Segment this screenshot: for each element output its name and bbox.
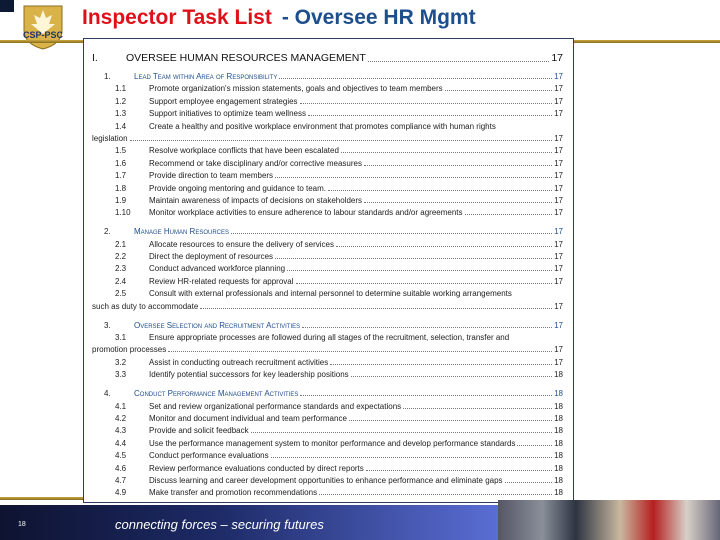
toc-text: Monitor workplace activities to ensure adherence to labour standards and/or agreements <box>149 208 463 218</box>
toc-entry[interactable] <box>92 298 563 310</box>
toc-entry[interactable] <box>92 222 563 236</box>
toc-entry[interactable] <box>92 473 563 485</box>
toc-page: 18 <box>554 451 563 461</box>
toc-entry[interactable] <box>92 168 563 180</box>
dot-leader <box>366 470 552 471</box>
dot-leader <box>403 408 552 409</box>
svg-text:CSP-PSC: CSP-PSC <box>22 30 64 40</box>
toc-page: 17 <box>554 183 563 193</box>
toc-text: Create a healthy and positive workplace environment that promotes compliance with human rights <box>149 121 496 131</box>
toc-entry[interactable] <box>92 118 563 130</box>
toc-text: Manage Human Resources <box>134 227 230 237</box>
toc-text: Monitor and document individual and team performance <box>149 413 347 423</box>
toc-entry[interactable] <box>92 316 563 330</box>
toc-entry[interactable] <box>92 448 563 460</box>
title-sub: - Oversee HR Mgmt <box>281 6 476 29</box>
toc-entry[interactable] <box>92 205 563 217</box>
toc-page: 17 <box>554 252 563 262</box>
dot-leader <box>319 494 552 495</box>
dot-leader <box>349 420 552 421</box>
toc-text-continued: legislation <box>92 133 128 143</box>
toc-entry[interactable] <box>92 193 563 205</box>
toc-page: 18 <box>554 426 563 436</box>
toc-page: 17 <box>554 357 563 367</box>
toc-number: 1.8 <box>115 183 127 193</box>
dot-leader <box>300 103 553 104</box>
toc-number: 3.1 <box>115 333 127 343</box>
toc-page: 17 <box>554 158 563 168</box>
dot-leader <box>445 90 552 91</box>
toc-entry[interactable] <box>92 155 563 167</box>
toc-number: I. <box>92 52 98 64</box>
toc-page: 18 <box>554 401 563 411</box>
toc-entry[interactable] <box>92 261 563 273</box>
title-main: Inspector Task List <box>82 6 272 29</box>
toc-number: 1.3 <box>115 109 127 119</box>
toc-entry[interactable] <box>92 423 563 435</box>
toc-text: Direct the deployment of resources <box>149 252 274 262</box>
toc-page: 18 <box>554 389 563 399</box>
toc-number: 1.2 <box>115 96 127 106</box>
toc-text: Conduct advanced workforce planning <box>149 264 286 274</box>
toc-number: 2.4 <box>115 276 127 286</box>
toc-number: 3.3 <box>115 370 127 380</box>
toc-entry[interactable] <box>92 93 563 105</box>
toc-number: 1.5 <box>115 146 127 156</box>
toc-page: 18 <box>554 370 563 380</box>
toc-page: 17 <box>554 301 563 311</box>
toc-text: Support initiatives to optimize team wellness <box>149 109 306 119</box>
toc-entry[interactable] <box>92 236 563 248</box>
toc-text: Identify potential successors for key leadership positions <box>149 370 349 380</box>
toc-page: 17 <box>554 208 563 218</box>
toc-entry[interactable] <box>92 398 563 410</box>
dot-leader <box>275 177 552 178</box>
toc-number: 1. <box>104 72 111 81</box>
dot-leader <box>275 258 552 259</box>
dot-leader <box>336 246 552 247</box>
dot-leader <box>168 351 552 352</box>
toc-entry[interactable] <box>92 131 563 143</box>
toc-document <box>83 38 574 503</box>
toc-text: Resolve workplace conflicts that have been escalated <box>149 146 339 156</box>
toc-text: Recommend or take disciplinary and/or corrective measures <box>149 158 362 168</box>
dot-leader <box>465 214 553 215</box>
toc-number: 1.10 <box>115 208 131 218</box>
toc-text: Provide and solicit feedback <box>149 426 249 436</box>
toc-entry[interactable] <box>92 286 563 298</box>
dot-leader <box>231 233 552 234</box>
dot-leader <box>368 61 550 62</box>
toc-entry[interactable] <box>92 249 563 261</box>
toc-number: 4.3 <box>115 426 127 436</box>
dot-leader <box>341 152 552 153</box>
toc-entry[interactable] <box>92 273 563 285</box>
toc-text: Ensure appropriate processes are followed during all stages of the recruitment, selection, transfer and <box>149 333 510 343</box>
toc-text: Conduct performance evaluations <box>149 451 269 461</box>
toc-number: 2.3 <box>115 264 127 274</box>
toc-number: 3. <box>104 320 111 330</box>
toc-text: Provide direction to team members <box>149 171 274 181</box>
toc-text: OVERSEE HUMAN RESOURCES MANAGEMENT <box>126 52 366 64</box>
toc-entry[interactable] <box>92 143 563 155</box>
toc-number: 4.7 <box>115 475 127 485</box>
footer-slogan: connecting forces – securing futures <box>115 517 324 532</box>
toc-text: Review performance evaluations conducted by direct reports <box>149 463 364 473</box>
toc-number: 4.5 <box>115 451 127 461</box>
dot-leader <box>300 395 552 396</box>
gold-rule-bottom-left <box>0 497 83 500</box>
toc-page: 18 <box>554 438 563 448</box>
toc-number: 4.6 <box>115 463 127 473</box>
toc-text: Discuss learning and career development opportunities to enhance performance and eliminate gaps <box>149 475 503 485</box>
toc-number: 1.4 <box>115 121 127 131</box>
toc-page: 17 <box>554 96 563 106</box>
toc-number: 1.7 <box>115 171 127 181</box>
toc-entry[interactable] <box>92 180 563 192</box>
toc-page: 17 <box>554 146 563 156</box>
footer-photo-collage <box>498 500 720 540</box>
toc-page: 17 <box>554 227 563 237</box>
dot-leader <box>308 115 552 116</box>
toc-page: 17 <box>554 133 563 143</box>
toc-page: 17 <box>554 72 563 81</box>
toc-text: Set and review organizational performance standards and expectations <box>149 401 402 411</box>
toc-text: Allocate resources to ensure the delivery of services <box>149 239 334 249</box>
dot-leader <box>330 364 552 365</box>
toc-page: 17 <box>554 264 563 274</box>
dot-leader <box>328 190 552 191</box>
toc-entry[interactable] <box>92 342 563 354</box>
toc-entry[interactable] <box>92 106 563 118</box>
top-corner-bar <box>0 0 14 12</box>
toc-number: 4.1 <box>115 401 127 411</box>
toc-page: 18 <box>554 463 563 473</box>
dot-leader <box>287 270 552 271</box>
toc-number: 2.2 <box>115 252 127 262</box>
toc-entry[interactable] <box>92 47 563 64</box>
dot-leader <box>302 327 552 328</box>
dot-leader <box>364 202 552 203</box>
toc-page: 18 <box>554 488 563 498</box>
toc-text-continued: such as duty to accommodate <box>92 301 199 311</box>
toc-text: Use the performance management system to monitor performance and develop performance standards <box>149 438 516 448</box>
toc-page: 17 <box>554 84 563 94</box>
toc-entry[interactable] <box>92 330 563 342</box>
toc-page: 18 <box>554 475 563 485</box>
toc-page: 17 <box>554 345 563 355</box>
toc-text: Support employee engagement strategies <box>149 96 298 106</box>
dot-leader <box>505 482 553 483</box>
toc-number: 4.9 <box>115 488 127 498</box>
toc-number: 2. <box>104 227 111 237</box>
toc-entry[interactable] <box>92 460 563 472</box>
toc-page: 17 <box>554 276 563 286</box>
gold-rule-left <box>0 40 83 43</box>
toc-entry[interactable] <box>92 384 563 398</box>
toc-page: 17 <box>554 195 563 205</box>
toc-number: 4.2 <box>115 413 127 423</box>
dot-leader <box>279 78 552 79</box>
slide-number: 18 <box>18 521 26 528</box>
page-title <box>82 6 476 30</box>
dot-leader <box>296 283 553 284</box>
dot-leader <box>271 457 552 458</box>
toc-page: 17 <box>554 171 563 181</box>
toc-text: Conduct Performance Management Activities <box>134 389 299 399</box>
toc-entry[interactable] <box>92 354 563 366</box>
toc-text-continued: promotion processes <box>92 345 167 355</box>
dot-leader <box>351 376 552 377</box>
gold-rule-right <box>574 40 720 43</box>
toc-number: 3.2 <box>115 357 127 367</box>
toc-number: 1.1 <box>115 84 127 94</box>
toc-number: 4. <box>104 389 111 399</box>
toc-entry[interactable] <box>92 67 563 81</box>
toc-text: Provide ongoing mentoring and guidance to team. <box>149 183 327 193</box>
toc-text: Review HR-related requests for approval <box>149 276 294 286</box>
dot-leader <box>130 140 553 141</box>
toc-number: 2.1 <box>115 239 127 249</box>
toc-page: 17 <box>554 239 563 249</box>
toc-text: Assist in conducting outreach recruitment activities <box>149 357 329 367</box>
toc-entry[interactable] <box>92 435 563 447</box>
dot-leader <box>251 432 552 433</box>
toc-entry[interactable] <box>92 485 563 497</box>
toc-text: Lead Team within Area of Responsibility <box>134 72 278 81</box>
toc-entry[interactable] <box>92 81 563 93</box>
toc-number: 4.4 <box>115 438 127 448</box>
toc-page: 17 <box>554 320 563 330</box>
toc-number: 1.9 <box>115 195 127 205</box>
toc-entry[interactable] <box>92 367 563 379</box>
toc-number: 1.6 <box>115 158 127 168</box>
toc-text: Maintain awareness of impacts of decisions on stakeholders <box>149 195 362 205</box>
toc-entry[interactable] <box>92 411 563 423</box>
toc-text: Promote organization's mission statements, goals and objectives to team members <box>149 84 443 94</box>
toc-text: Consult with external professionals and internal personnel to determine suitable working arrangements <box>149 289 512 299</box>
toc-text: Oversee Selection and Recruitment Activities <box>134 320 301 330</box>
dot-leader <box>517 445 552 446</box>
dot-leader <box>200 308 552 309</box>
dot-leader <box>364 165 552 166</box>
toc-number: 2.5 <box>115 289 127 299</box>
toc-page: 18 <box>554 413 563 423</box>
toc-page: 17 <box>554 109 563 119</box>
toc-page: 17 <box>551 52 563 64</box>
toc-text: Make transfer and promotion recommendations <box>149 488 318 498</box>
